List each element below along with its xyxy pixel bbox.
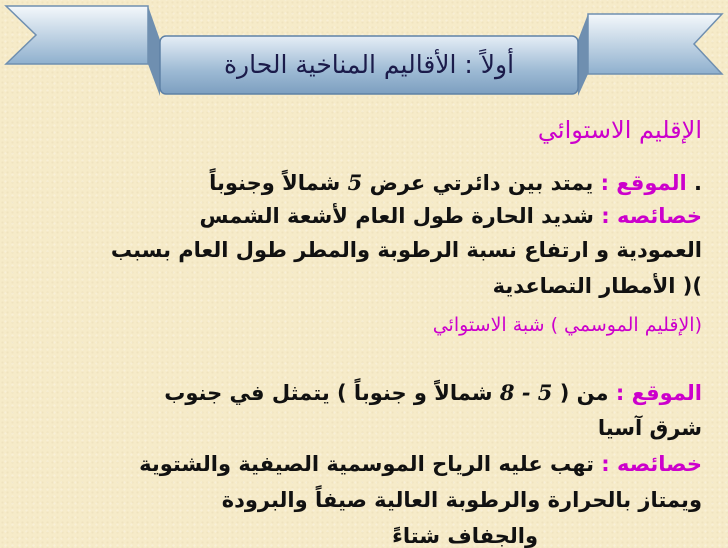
- location-prefix: .: [686, 171, 702, 195]
- monsoon-location-range: 5 - 8: [499, 380, 553, 405]
- location-text-a: يمتد بين دائرتي عرض: [362, 171, 594, 195]
- ribbon-right-tail: [588, 14, 722, 74]
- equatorial-traits-line3: )( الأمطار التصاعدية: [492, 274, 702, 298]
- equatorial-traits-line2: العمودية و ارتفاع نسبة الرطوبة والمطر طول العام بسبب: [110, 238, 702, 262]
- monsoon-traits-line2: ويمتاز بالحرارة والرطوبة العالية صيفاً والبرودة: [221, 488, 702, 512]
- monsoon-location-text-b: شمالاً و جنوباً ) يتمثل في جنوب: [164, 381, 500, 405]
- location-text-b: شمالاً وجنوباً: [209, 171, 348, 195]
- equatorial-heading: الإقليم الاستوائي: [537, 116, 702, 144]
- ribbon-right-fold: [578, 14, 588, 96]
- ribbon-left-fold: [148, 6, 160, 96]
- monsoon-location-line2: شرق آسيا: [597, 416, 702, 440]
- monsoon-location-text-a: من (: [552, 381, 616, 405]
- monsoon-location-line: [164, 380, 702, 405]
- equatorial-traits-line: [200, 204, 702, 228]
- monsoon-location-label: الموقع :: [615, 381, 702, 405]
- equatorial-location-line: [209, 170, 702, 195]
- monsoon-heading: (الإقليم الموسمي ) شبة الاستوائي: [432, 314, 702, 336]
- monsoon-traits-line3: والجفاف شتاءً: [392, 524, 538, 548]
- traits-line1: شديد الحارة طول العام لأشعة الشمس: [199, 204, 594, 228]
- monsoon-traits-line: [139, 452, 702, 476]
- monsoon-traits-line1: تهب عليه الرياح الموسمية الصيفية والشتوية: [139, 452, 602, 476]
- monsoon-traits-label: خصائصه :: [601, 452, 702, 476]
- traits-label: خصائصه :: [601, 204, 702, 228]
- location-label: الموقع :: [600, 171, 687, 195]
- slide-title: أولاً : الأقاليم المناخية الحارة: [223, 49, 515, 79]
- ribbon-left-tail: [6, 6, 148, 64]
- location-number: 5: [347, 170, 363, 195]
